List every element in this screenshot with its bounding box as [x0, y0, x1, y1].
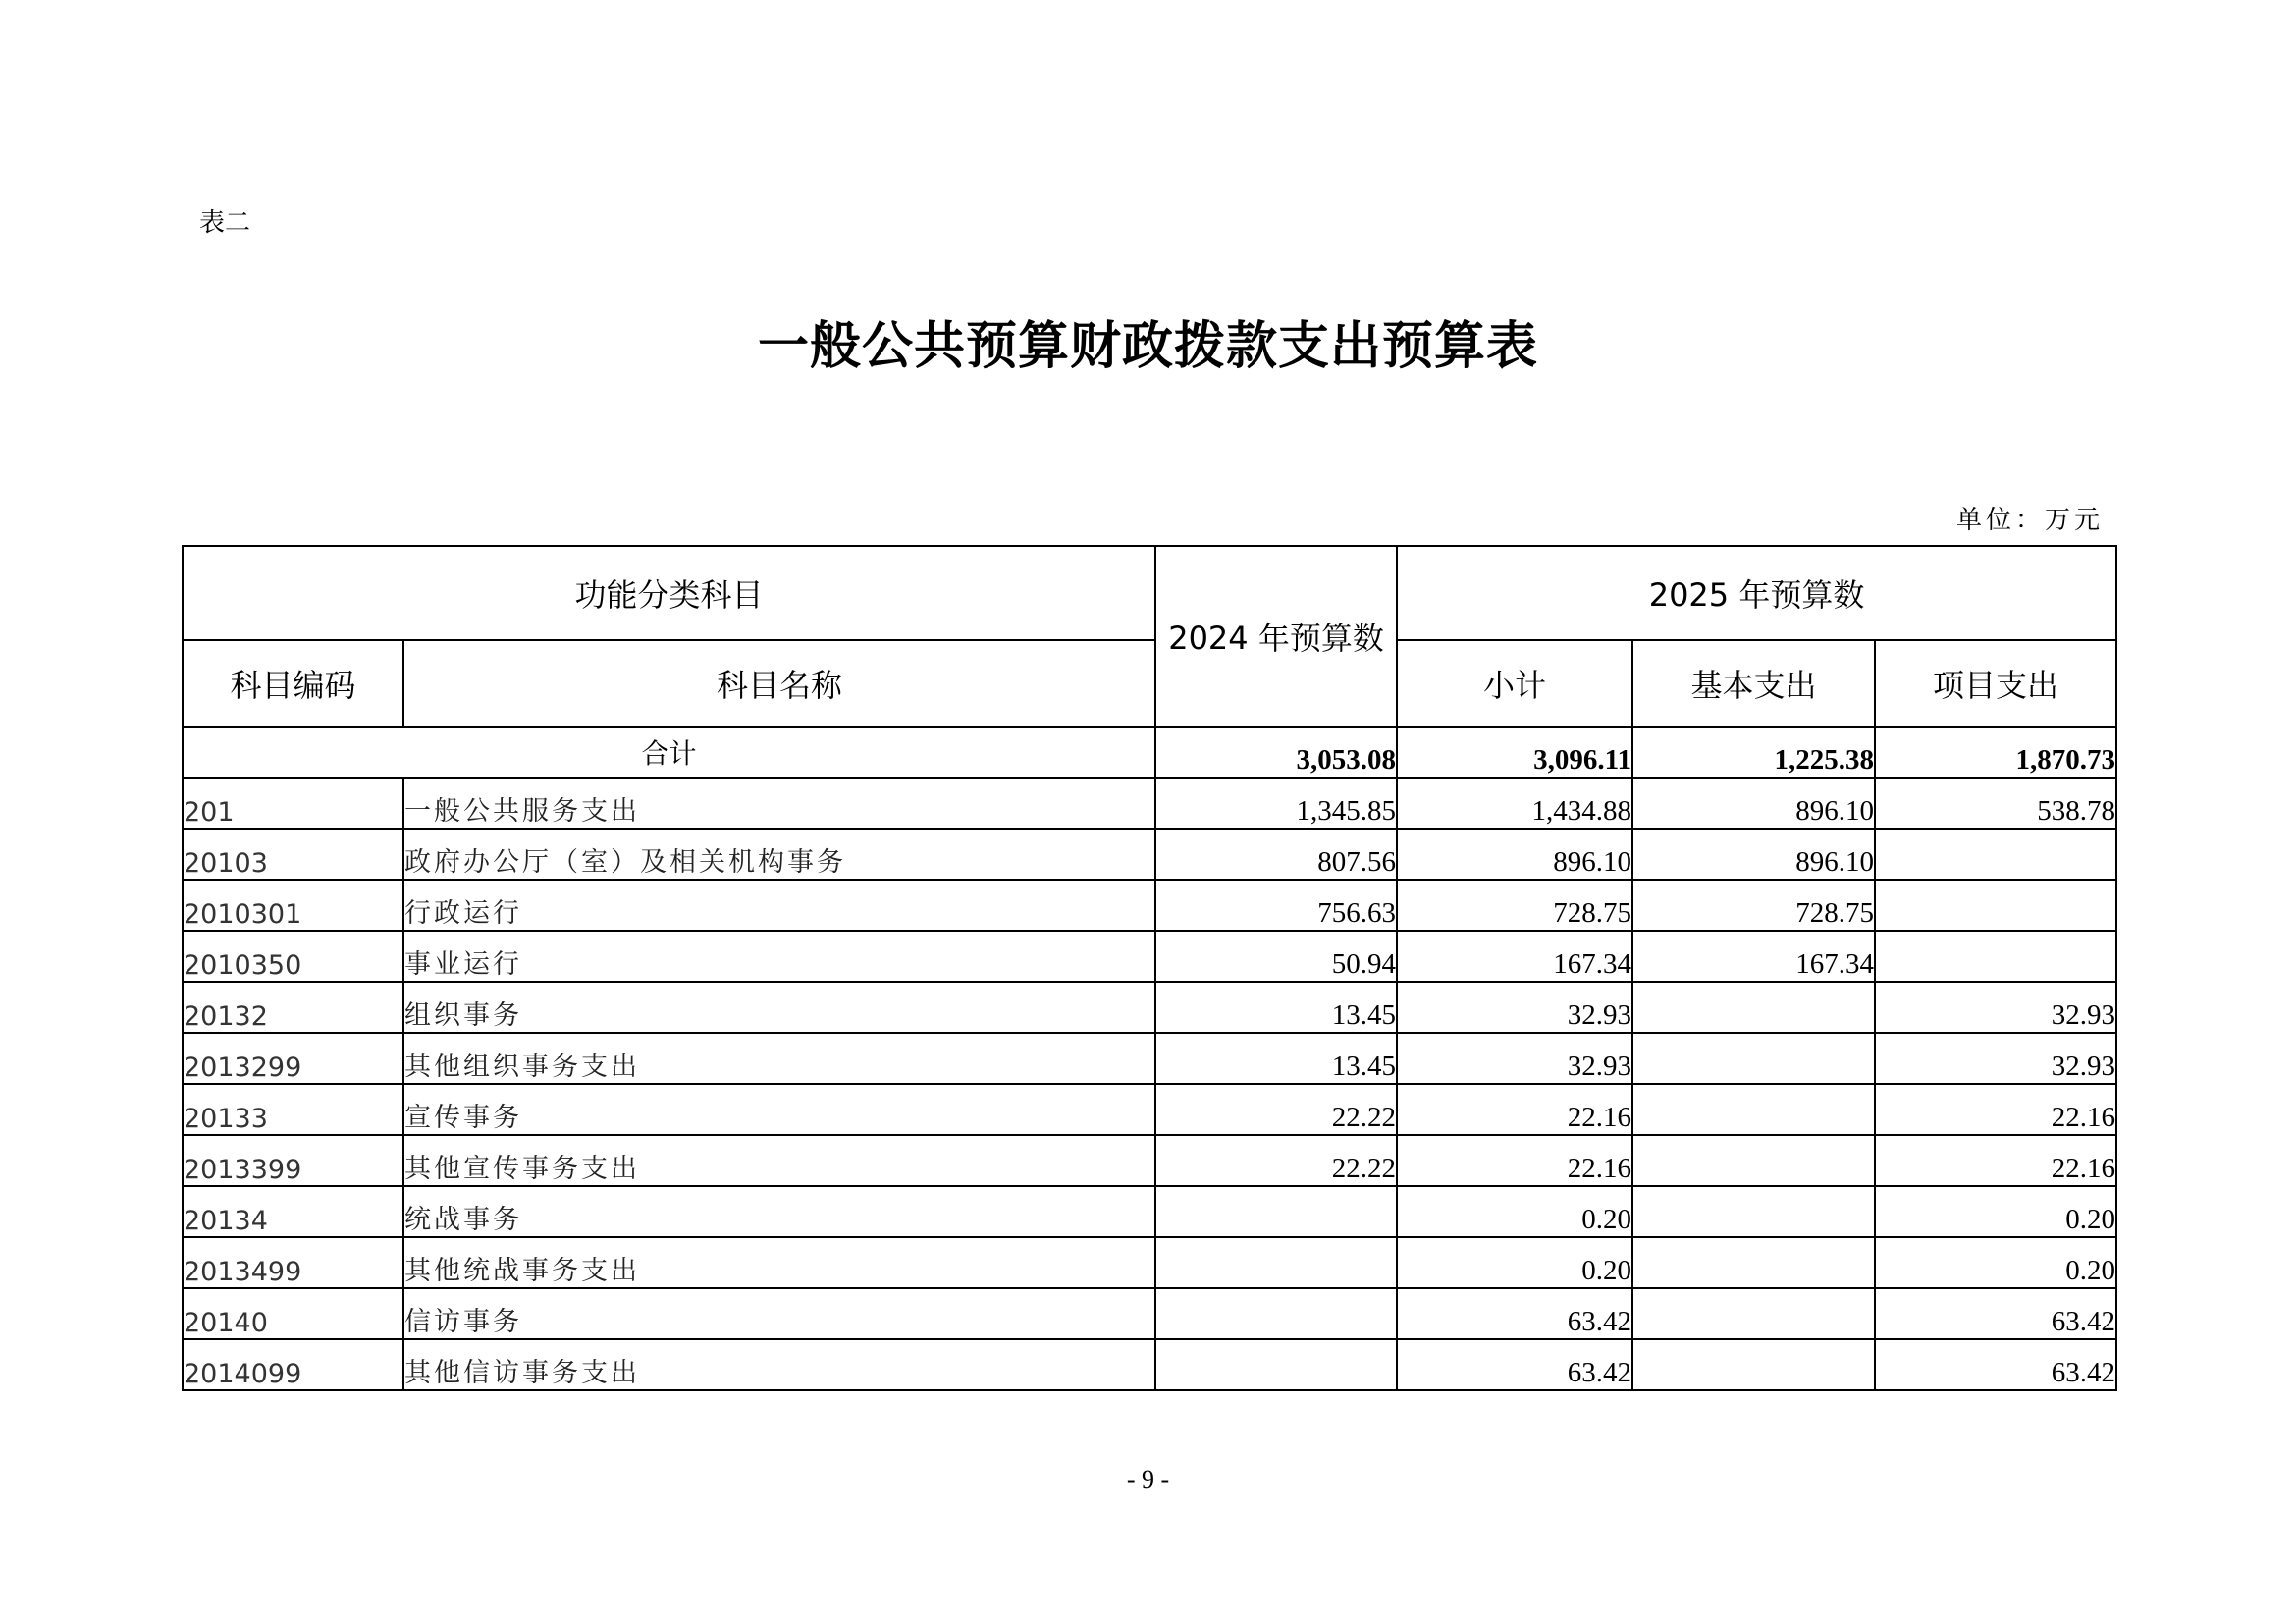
total-label: 合计 — [183, 727, 1155, 778]
subtotal-cell: 728.75 — [1397, 880, 1632, 931]
table-row — [183, 982, 2116, 1033]
basic-expenditure-cell — [1632, 1237, 1875, 1288]
project-expenditure-cell: 32.93 — [1875, 1033, 2116, 1084]
total-project: 1,870.73 — [1875, 727, 2116, 778]
subject-name-cell: 一般公共服务支出 — [403, 778, 1155, 829]
subject-code-cell: 2010350 — [183, 931, 403, 982]
subject-code-cell: 2014099 — [183, 1339, 403, 1390]
budget-2024-cell: 13.45 — [1155, 1033, 1397, 1084]
subject-name-cell: 行政运行 — [403, 880, 1155, 931]
table-row — [183, 1135, 2116, 1186]
table-row — [183, 931, 2116, 982]
basic-expenditure-cell — [1632, 1135, 1875, 1186]
budget-2024-cell: 807.56 — [1155, 829, 1397, 880]
total-budget-2024: 3,053.08 — [1155, 727, 1397, 778]
budget-table — [182, 545, 2117, 1391]
subject-name-cell: 政府办公厅（室）及相关机构事务 — [403, 829, 1155, 880]
subject-code-cell: 201 — [183, 778, 403, 829]
budget-2024-cell: 1,345.85 — [1155, 778, 1397, 829]
table-row — [183, 1033, 2116, 1084]
project-expenditure-cell: 0.20 — [1875, 1186, 2116, 1237]
budget-2024-cell: 22.22 — [1155, 1084, 1397, 1135]
basic-expenditure-cell: 167.34 — [1632, 931, 1875, 982]
project-expenditure-cell: 22.16 — [1875, 1135, 2116, 1186]
table-row — [183, 880, 2116, 931]
subtotal-cell: 63.42 — [1397, 1288, 1632, 1339]
basic-expenditure-cell — [1632, 1186, 1875, 1237]
subject-code-cell: 20140 — [183, 1288, 403, 1339]
project-expenditure-cell: 32.93 — [1875, 982, 2116, 1033]
subtotal-cell: 22.16 — [1397, 1135, 1632, 1186]
header-subtotal: 小计 — [1397, 640, 1632, 727]
subject-code-cell: 2013299 — [183, 1033, 403, 1084]
table-row — [183, 1339, 2116, 1390]
header-budget-2024: 2024 年预算数 — [1155, 546, 1397, 727]
budget-2024-cell — [1155, 1186, 1397, 1237]
total-subtotal: 3,096.11 — [1397, 727, 1632, 778]
project-expenditure-cell — [1875, 880, 2116, 931]
subject-code-cell: 2013399 — [183, 1135, 403, 1186]
header-subject-code: 科目编码 — [183, 640, 403, 727]
subject-code-cell: 2013499 — [183, 1237, 403, 1288]
table-row — [183, 1288, 2116, 1339]
subject-code-cell: 2010301 — [183, 880, 403, 931]
project-expenditure-cell: 63.42 — [1875, 1339, 2116, 1390]
basic-expenditure-cell — [1632, 1288, 1875, 1339]
subject-name-cell: 其他组织事务支出 — [403, 1033, 1155, 1084]
subject-name-cell: 其他宣传事务支出 — [403, 1135, 1155, 1186]
budget-2024-cell: 22.22 — [1155, 1135, 1397, 1186]
table-label: 表二 — [199, 208, 251, 238]
subtotal-cell: 1,434.88 — [1397, 778, 1632, 829]
subject-name-cell: 其他信访事务支出 — [403, 1339, 1155, 1390]
subtotal-cell: 0.20 — [1397, 1237, 1632, 1288]
header-budget-2025: 2025 年预算数 — [1397, 546, 2116, 640]
subject-code-cell: 20132 — [183, 982, 403, 1033]
budget-2024-cell — [1155, 1339, 1397, 1390]
unit-label: 单位：万元 — [1955, 506, 2104, 535]
project-expenditure-cell — [1875, 829, 2116, 880]
subject-name-cell: 组织事务 — [403, 982, 1155, 1033]
table-row — [183, 778, 2116, 829]
basic-expenditure-cell — [1632, 1084, 1875, 1135]
project-expenditure-cell: 63.42 — [1875, 1288, 2116, 1339]
project-expenditure-cell: 0.20 — [1875, 1237, 2116, 1288]
header-functional-category: 功能分类科目 — [183, 546, 1155, 640]
basic-expenditure-cell — [1632, 1339, 1875, 1390]
basic-expenditure-cell — [1632, 1033, 1875, 1084]
total-basic: 1,225.38 — [1632, 727, 1875, 778]
basic-expenditure-cell: 896.10 — [1632, 829, 1875, 880]
subject-code-cell: 20103 — [183, 829, 403, 880]
subject-name-cell: 信访事务 — [403, 1288, 1155, 1339]
budget-2024-cell — [1155, 1288, 1397, 1339]
project-expenditure-cell — [1875, 931, 2116, 982]
subtotal-cell: 32.93 — [1397, 1033, 1632, 1084]
subtotal-cell: 32.93 — [1397, 982, 1632, 1033]
basic-expenditure-cell — [1632, 982, 1875, 1033]
basic-expenditure-cell: 728.75 — [1632, 880, 1875, 931]
budget-2024-cell: 756.63 — [1155, 880, 1397, 931]
basic-expenditure-cell: 896.10 — [1632, 778, 1875, 829]
project-expenditure-cell: 538.78 — [1875, 778, 2116, 829]
budget-2024-cell: 13.45 — [1155, 982, 1397, 1033]
subtotal-cell: 167.34 — [1397, 931, 1632, 982]
page-number: - 9 - — [1126, 1465, 1170, 1493]
subject-code-cell: 20133 — [183, 1084, 403, 1135]
table-row — [183, 1237, 2116, 1288]
table-body — [183, 727, 2116, 1390]
total-row — [183, 727, 2116, 778]
subject-name-cell: 统战事务 — [403, 1186, 1155, 1237]
table-row — [183, 829, 2116, 880]
subject-code-cell: 20134 — [183, 1186, 403, 1237]
subject-name-cell: 事业运行 — [403, 931, 1155, 982]
table-row — [183, 1186, 2116, 1237]
subtotal-cell: 896.10 — [1397, 829, 1632, 880]
budget-2024-cell — [1155, 1237, 1397, 1288]
budget-2024-cell: 50.94 — [1155, 931, 1397, 982]
subtotal-cell: 0.20 — [1397, 1186, 1632, 1237]
header-subject-name: 科目名称 — [403, 640, 1155, 727]
document-title: 一般公共预算财政拨款支出预算表 — [757, 316, 1538, 376]
subtotal-cell: 22.16 — [1397, 1084, 1632, 1135]
project-expenditure-cell: 22.16 — [1875, 1084, 2116, 1135]
subtotal-cell: 63.42 — [1397, 1339, 1632, 1390]
header-basic-expenditure: 基本支出 — [1632, 640, 1875, 727]
header-project-expenditure: 项目支出 — [1875, 640, 2116, 727]
subject-name-cell: 其他统战事务支出 — [403, 1237, 1155, 1288]
subject-name-cell: 宣传事务 — [403, 1084, 1155, 1135]
table-row — [183, 1084, 2116, 1135]
